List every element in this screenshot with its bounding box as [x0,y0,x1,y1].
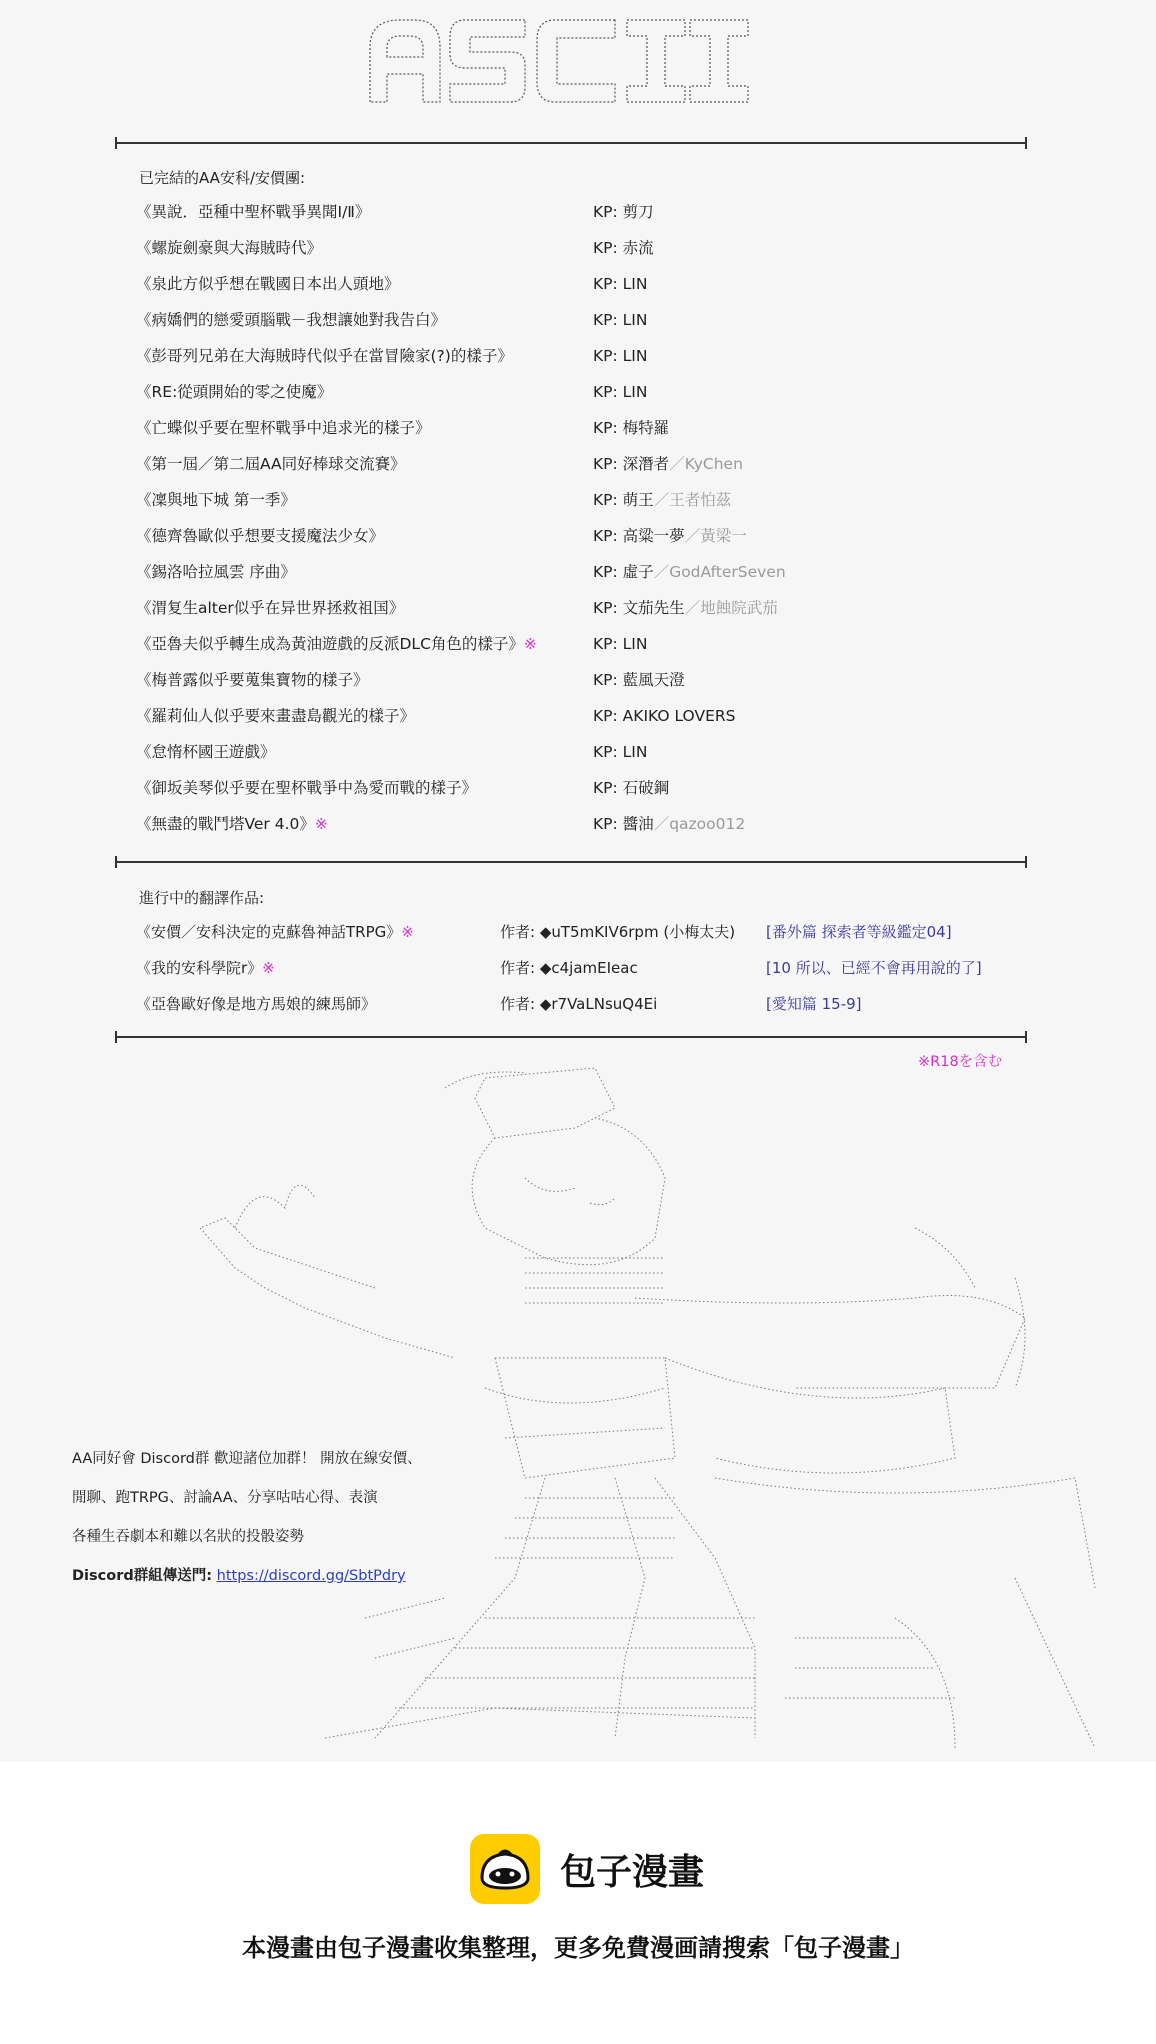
completed-item [136,593,1016,623]
footer-text: 本漫畫由包子漫畫收集整理，更多免費漫画請搜索「包子漫畫」 [242,1934,914,1962]
ascii-art-drawing [195,1058,1120,1758]
completed-item-title[interactable]: 《病嬌們的戀愛頭腦戰－我想讓她對我告白》 [136,311,447,329]
r18-mark-icon: ※ [523,635,537,653]
completed-item-title[interactable]: 《渭复生alter似乎在异世界拯救祖国》 [136,599,405,617]
completed-item [136,197,1016,227]
completed-item [136,377,1016,407]
completed-item-title[interactable]: 《螺旋劍豪與大海賊時代》 [136,239,323,257]
ascii-logo-art [365,12,750,107]
completed-item-kp: KP: 高粱一夢／黃梁一 [593,527,747,545]
completed-item [136,233,1016,263]
translating-item-author: 作者: ◆uT5mKIV6rpm (小梅太夫) [500,923,736,941]
completed-item-kp: KP: 虛子／GodAfterSeven [593,563,786,581]
ascii-logo [365,12,750,107]
completed-item [136,269,1016,299]
completed-item [136,305,1016,335]
r18-note: ※R18を含む [918,1054,1003,1070]
completed-item [136,773,1016,803]
completed-item-kp: KP: LIN [593,311,648,329]
completed-item-title[interactable]: 《梅普露似乎要蒐集寶物的樣子》 [136,671,369,689]
completed-item [136,449,1016,479]
completed-item-title[interactable]: 《無盡的戰鬥塔Ver 4.0》※ [136,815,328,833]
translating-item-title[interactable]: 《亞魯歐好像是地方馬娘的練馬師》 [136,995,377,1013]
completed-item-kp: KP: 萌王／王者怕茲 [593,491,732,509]
divider-bottom [115,1036,1027,1038]
completed-item [136,737,1016,767]
completed-item-kp: KP: 赤流 [593,239,654,257]
translating-section-title: 進行中的翻譯作品: [139,889,265,907]
completed-item-title[interactable]: 《第一屆／第二屆AA同好棒球交流賽》 [136,455,406,473]
completed-item-title[interactable]: 《錫洛哈拉風雲 序曲》 [136,563,296,581]
completed-item [136,341,1016,371]
translating-item-title[interactable]: 《我的安科學院r》※ [136,959,275,977]
completed-item-title[interactable]: 《彭哥列兄弟在大海賊時代似乎在當冒險家(?)的樣子》 [136,347,513,365]
translating-item [136,953,1016,983]
completed-item-kp: KP: 藍風天澄 [593,671,685,689]
discord-link-line [72,1557,422,1596]
completed-item-kp: KP: 文茄先生／地蝕院武茄 [593,599,778,617]
completed-item-kp: KP: 醬油／qazoo012 [593,815,746,833]
translating-item-title[interactable]: 《安價／安科決定的克蘇魯神話TRPG》※ [136,923,414,941]
translating-item-chapter[interactable]: [10 所以、已經不會再用說的了] [766,959,982,977]
completed-item-kp: KP: LIN [593,383,648,401]
completed-item-title[interactable]: 《泉此方似乎想在戰國日本出人頭地》 [136,275,400,293]
discord-info [72,1440,422,1596]
completed-item-kp: KP: 深潛者／KyChen [593,455,743,473]
completed-item-kp: KP: AKIKO LOVERS [593,707,736,725]
completed-item-kp: KP: LIN [593,275,648,293]
discord-line-1: AA同好會 Discord群 歡迎諸位加群！ 開放在線安價、 [72,1451,422,1467]
completed-item [136,557,1016,587]
completed-section-title: 已完結的AA安科/安價團: [139,169,306,187]
divider-top [115,142,1027,144]
completed-item-kp: KP: LIN [593,743,648,761]
completed-item [136,701,1016,731]
completed-item-title[interactable]: 《亡蝶似乎要在聖杯戰爭中追求光的樣子》 [136,419,431,437]
completed-item-title[interactable]: 《怠惰杯國王遊戲》 [136,743,276,761]
completed-item-title[interactable]: 《羅莉仙人似乎要來畫盡島觀光的樣子》 [136,707,416,725]
completed-item-kp: KP: LIN [593,635,648,653]
discord-line-3: 各種生吞劇本和難以名狀的投骰姿勢 [72,1529,304,1545]
baozi-icon [470,1834,540,1904]
translating-item-chapter[interactable]: [番外篇 探索者等級鑑定04] [766,923,952,941]
completed-item-kp: KP: LIN [593,347,648,365]
completed-item-title[interactable]: 《德齊魯歐似乎想要支援魔法少女》 [136,527,385,545]
discord-link-label: Discord群組傳送門: [72,1568,213,1584]
completed-item [136,629,1016,659]
translating-item [136,989,1016,1019]
completed-item-title[interactable]: 《RE:從頭開始的零之使魔》 [136,383,333,401]
translating-item-chapter[interactable]: [愛知篇 15-9] [766,995,862,1013]
ascii-character-art [195,1058,1120,1758]
completed-item [136,521,1016,551]
translating-item-author: 作者: ◆c4jamEIeac [500,959,638,977]
translating-item [136,917,1016,947]
discord-link[interactable]: https://discord.gg/SbtPdry [216,1568,406,1584]
completed-item-kp: KP: 梅特羅 [593,419,670,437]
brand-name: 包子漫畫 [560,1851,705,1893]
completed-item-title[interactable]: 《凜與地下城 第一季》 [136,491,296,509]
completed-item [136,485,1016,515]
discord-line-2: 閒聊、跑TRPG、討論AA、分享咕咕心得、表演 [72,1490,378,1506]
completed-item-title[interactable]: 《御坂美琴似乎要在聖杯戰爭中為愛而戰的樣子》 [136,779,478,797]
completed-item-title[interactable]: 《亞魯夫似乎轉生成為黃油遊戲的反派DLC角色的樣子》※ [136,635,537,653]
completed-item [136,665,1016,695]
completed-item-kp: KP: 石破鋼 [593,779,670,797]
completed-item-kp: KP: 剪刀 [593,203,654,221]
completed-item [136,413,1016,443]
r18-mark-icon: ※ [401,923,414,941]
r18-mark-icon: ※ [262,959,275,977]
brand-logo[interactable] [470,1834,704,1904]
divider-middle [115,861,1027,863]
r18-mark-icon: ※ [314,815,328,833]
completed-item-title[interactable]: 《異說．亞種中聖杯戰爭異聞Ⅰ/Ⅱ》 [136,203,371,221]
translating-item-author: 作者: ◆r7VaLNsuQ4Ei [500,995,658,1013]
completed-item [136,809,1016,839]
